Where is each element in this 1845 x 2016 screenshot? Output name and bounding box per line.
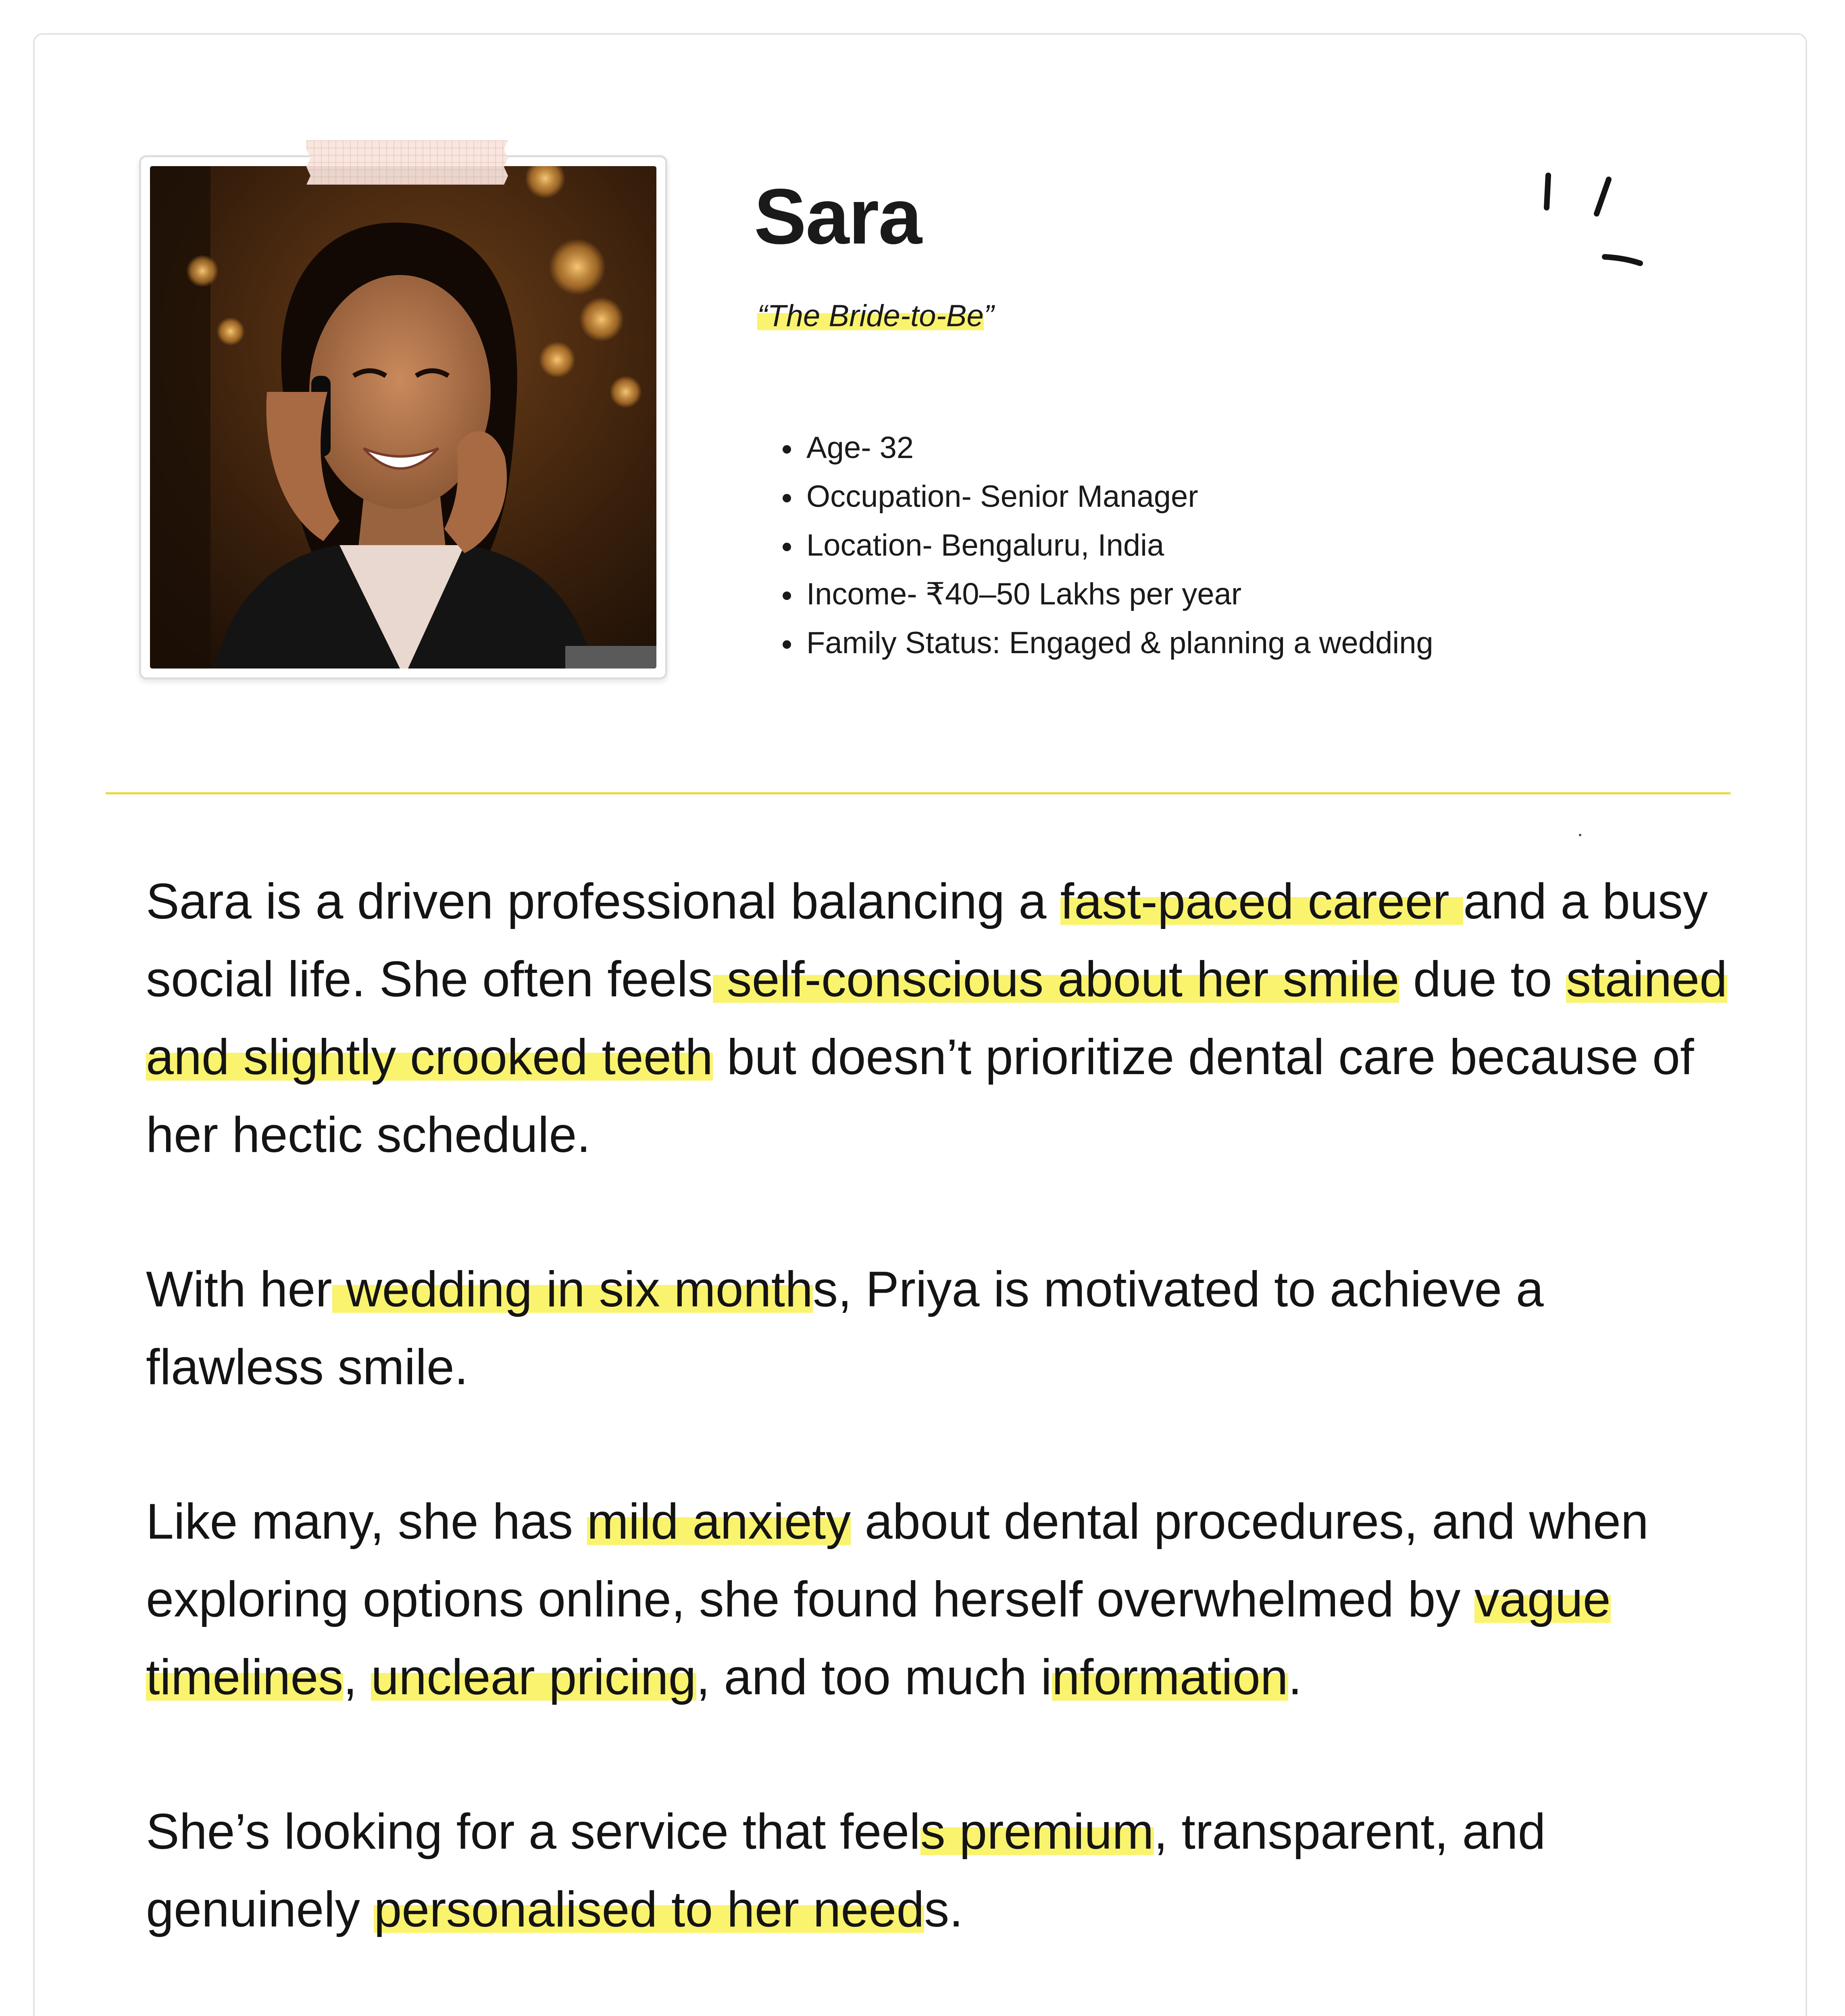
story-highlight: fast-paced career (1060, 874, 1464, 929)
tagline-open-quote: “ (757, 299, 768, 333)
sparkle-doodle-icon (1532, 167, 1669, 280)
story-paragraph-1 (146, 863, 1730, 1174)
story-highlight: nformation (1052, 1649, 1288, 1705)
story-highlight: s premium (920, 1804, 1154, 1860)
tagline-text: The Bride-to-Be (767, 299, 984, 333)
story-text: Sara is a driven professional balancing a (146, 874, 1060, 929)
story-paragraph-2 (146, 1251, 1730, 1406)
story-paragraph-3 (146, 1483, 1730, 1716)
persona-photo (150, 166, 656, 669)
story-text: , transparent, and genuinely (146, 1804, 1546, 1937)
persona-tagline (757, 298, 994, 334)
story-text: Like many, she has (146, 1494, 587, 1549)
story-text: With her (146, 1262, 332, 1317)
story-highlight: personalised to her need (374, 1882, 925, 1937)
story-text: about dental procedures, and when exploring options online, she found herself overwhelmed by (146, 1494, 1649, 1627)
story-text: , and too much i (696, 1649, 1052, 1705)
story-highlight: mild anxiety (587, 1494, 851, 1549)
story-text: and a busy social life. She often feels (146, 874, 1708, 1007)
detail-family-status: • Family Status: Engaged & planning a wedding (802, 619, 1433, 667)
story-highlight: vague timelines (146, 1572, 1611, 1705)
persona-details-list (774, 423, 1433, 667)
detail-location: • Location- Bengaluru, India (802, 521, 1433, 570)
story-text: s, Priya is motivated to achieve a flawless smile. (146, 1262, 1544, 1395)
detail-occupation: • Occupation- Senior Manager (802, 472, 1433, 521)
persona-photo-frame (139, 155, 667, 679)
story-text: . (1288, 1649, 1302, 1705)
story-text: She’s looking for a service that feel (146, 1804, 920, 1860)
persona-story (146, 863, 1730, 2016)
story-highlight: wedding in six month (332, 1262, 813, 1317)
portrait-photo-icon (150, 166, 656, 669)
story-highlight: stained and slightly crooked teeth (146, 952, 1727, 1085)
story-highlight: unclear pricing (371, 1649, 696, 1705)
stray-dot (1579, 834, 1581, 836)
section-divider (106, 792, 1730, 794)
detail-income: • Income- ₹40–50 Lakhs per year (802, 570, 1433, 619)
tagline-close-quote: ” (983, 299, 994, 333)
story-text: but doesn’t prioritize dental care because of her hectic schedule. (146, 1029, 1694, 1163)
persona-name: Sara (754, 173, 921, 260)
story-text: s. (924, 1882, 963, 1937)
story-highlight: self-conscious about her smile (713, 952, 1399, 1007)
tagline-highlight (757, 299, 984, 333)
story-text: due to (1399, 952, 1566, 1007)
detail-age: • Age- 32 (802, 423, 1433, 472)
washi-tape-decoration (306, 140, 508, 185)
story-paragraph-4 (146, 1793, 1730, 1949)
story-text: , (343, 1649, 371, 1705)
